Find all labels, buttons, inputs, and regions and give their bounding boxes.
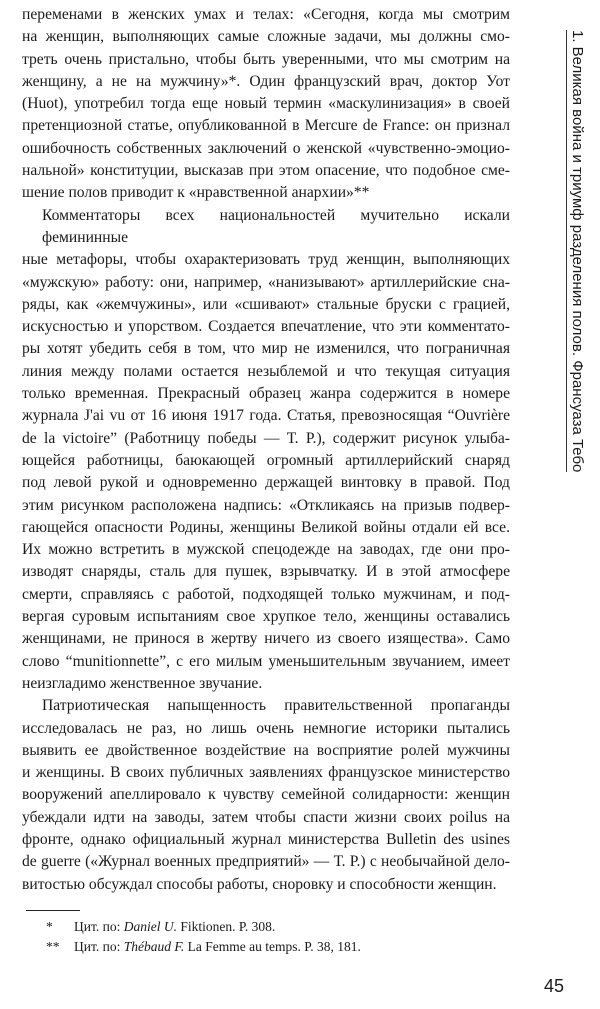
text-line: Патриотическая напыщенность правительственной пропаганды: [42, 697, 510, 715]
text-line: линия между полами остается незыблемой и что текущая ситуация: [22, 362, 510, 380]
footnotes: [46, 917, 510, 957]
text-line: под левой рукой и одновременно держащей винтовку в правой. Под: [22, 474, 510, 492]
text-line: изводят снаряды, сталь для пушек, взрывчатку. И в этой атмосфере: [22, 563, 510, 581]
text-line: шение полов приводит к «нравственной анархии»**: [22, 184, 370, 202]
footnote: [46, 937, 510, 957]
text-line: треть очень пристально, чтобы быть уверенными, что мы смотрим на: [22, 50, 510, 68]
text-line: фронте, однако официальный журнал министерства Bulletin des usines: [22, 830, 510, 848]
footnote-source: Fiktionen. P. 308.: [176, 918, 276, 934]
text-line: исследовалась не раз, но лишь очень немногие историки пытались: [22, 719, 510, 737]
text-line: журнала J'ai vu от 16 июня 1917 года. Статья, превозносящая “Ouvrière: [22, 407, 510, 425]
text-line: (Huot), употребил тогда еще новый термин «маскулинизация» в своей: [22, 95, 510, 113]
text-line: Их можно встретить в мужской спецодежде на заводах, где они про-: [22, 541, 510, 559]
text-line: гающейся опасности Родины, женщины Великой войны отдали ей все.: [22, 518, 510, 536]
footnote-author: Daniel U.: [123, 918, 177, 934]
text-line: смерти, справляясь с работой, подходящей только мужчинам, и под-: [22, 585, 510, 603]
text-line: выявить ее двойственное воздействие на восприятие ролей мужчины: [22, 741, 510, 759]
text-line: неизгладимо женственное звучание.: [22, 674, 263, 692]
text-line: «мужскую» работу: они, например, «нанизывают» артиллерийские сна-: [22, 273, 510, 291]
text-line: вооружений апеллировало к чувству семейной солидарности: женщин: [22, 786, 510, 804]
text-line: de guerre («Журнал военных предприятий» — Т. Р.) с необычайной дело-: [22, 853, 510, 871]
page-content: [22, 0, 564, 997]
text-line: ные метафоры, чтобы охарактеризовать труд женщин, выполняющих: [22, 251, 510, 269]
text-line: de la victoire” (Работницу победы — Т. Р.), содержит рисунок улыба-: [22, 429, 510, 447]
text-line: этим рисунком расположена надпись: «Откликаясь на призыв подвер-: [22, 496, 510, 514]
text-line: женщинами, не принося в жертву ничего из своего изящества». Само: [22, 630, 510, 648]
text-line: искусностью и упорством. Создается впечатление, что эти комментато-: [22, 318, 510, 336]
text-line: витостью обсуждал способы работы, сноровку и способности женщин.: [22, 875, 497, 893]
footnote-source: La Femme au temps. P. 38, 181.: [184, 938, 361, 954]
text-line: ряды, как «жемчужины», или «сшивают» стальные бруски с грацией,: [22, 295, 510, 313]
text-line: вергая суровым испытаниям свое хрупкое тело, женщины оставались: [22, 608, 510, 626]
text-line: переменами в женских умах и телах: «Сегодня, когда мы смотрим: [22, 6, 510, 23]
text-line: нальной» конституции, высказав при этом опасение, что подобное сме-: [22, 162, 510, 180]
text-line: женщину, а не на мужчину»*. Один французский врач, доктор Уот: [22, 72, 510, 90]
text-line: претенциозной статье, опубликованной в Mercure de France: он признал: [22, 117, 510, 135]
footnote-mark: *: [46, 918, 53, 934]
body-text: [22, 4, 510, 896]
footnote-mark: **: [46, 938, 60, 954]
text-line: на женщин, выполняющих самые сложные задачи, мы должны смо-: [22, 28, 510, 46]
text-line: слово “munitionnette”, с его милым уменьшительным звучанием, имеет: [22, 652, 510, 670]
text-line: Комментаторы всех национальностей мучительно искали фемининные: [42, 206, 510, 246]
page-number: 45: [543, 975, 564, 996]
text-line: только временная. Прекрасный образец жанра содержится в номере: [22, 385, 510, 403]
text-line: убеждали идти на заводы, затем чтобы спасти жизни своих poilus на: [22, 808, 510, 826]
text-line: ры хотят убедить себя в том, что мир не изменился, что пограничная: [22, 340, 510, 358]
footnote-prefix: Цит. по:: [74, 938, 124, 954]
footnote-author: Thébaud F.: [123, 938, 185, 954]
text-line: ошибочность собственных заключений о женской «чувственно-эмоцио-: [22, 139, 510, 157]
footnote: [46, 917, 510, 937]
running-head: 1. Великая война и триумф разделения полов. Франсуаза Тебо: [566, 30, 586, 472]
text-line: ющейся работницы, баюкающей огромный артиллерийский снаряд: [22, 451, 510, 469]
footnote-separator: [26, 910, 80, 911]
footnote-prefix: Цит. по:: [74, 918, 124, 934]
text-line: и женщины. В своих публичных заявлениях французское министерство: [22, 764, 510, 782]
